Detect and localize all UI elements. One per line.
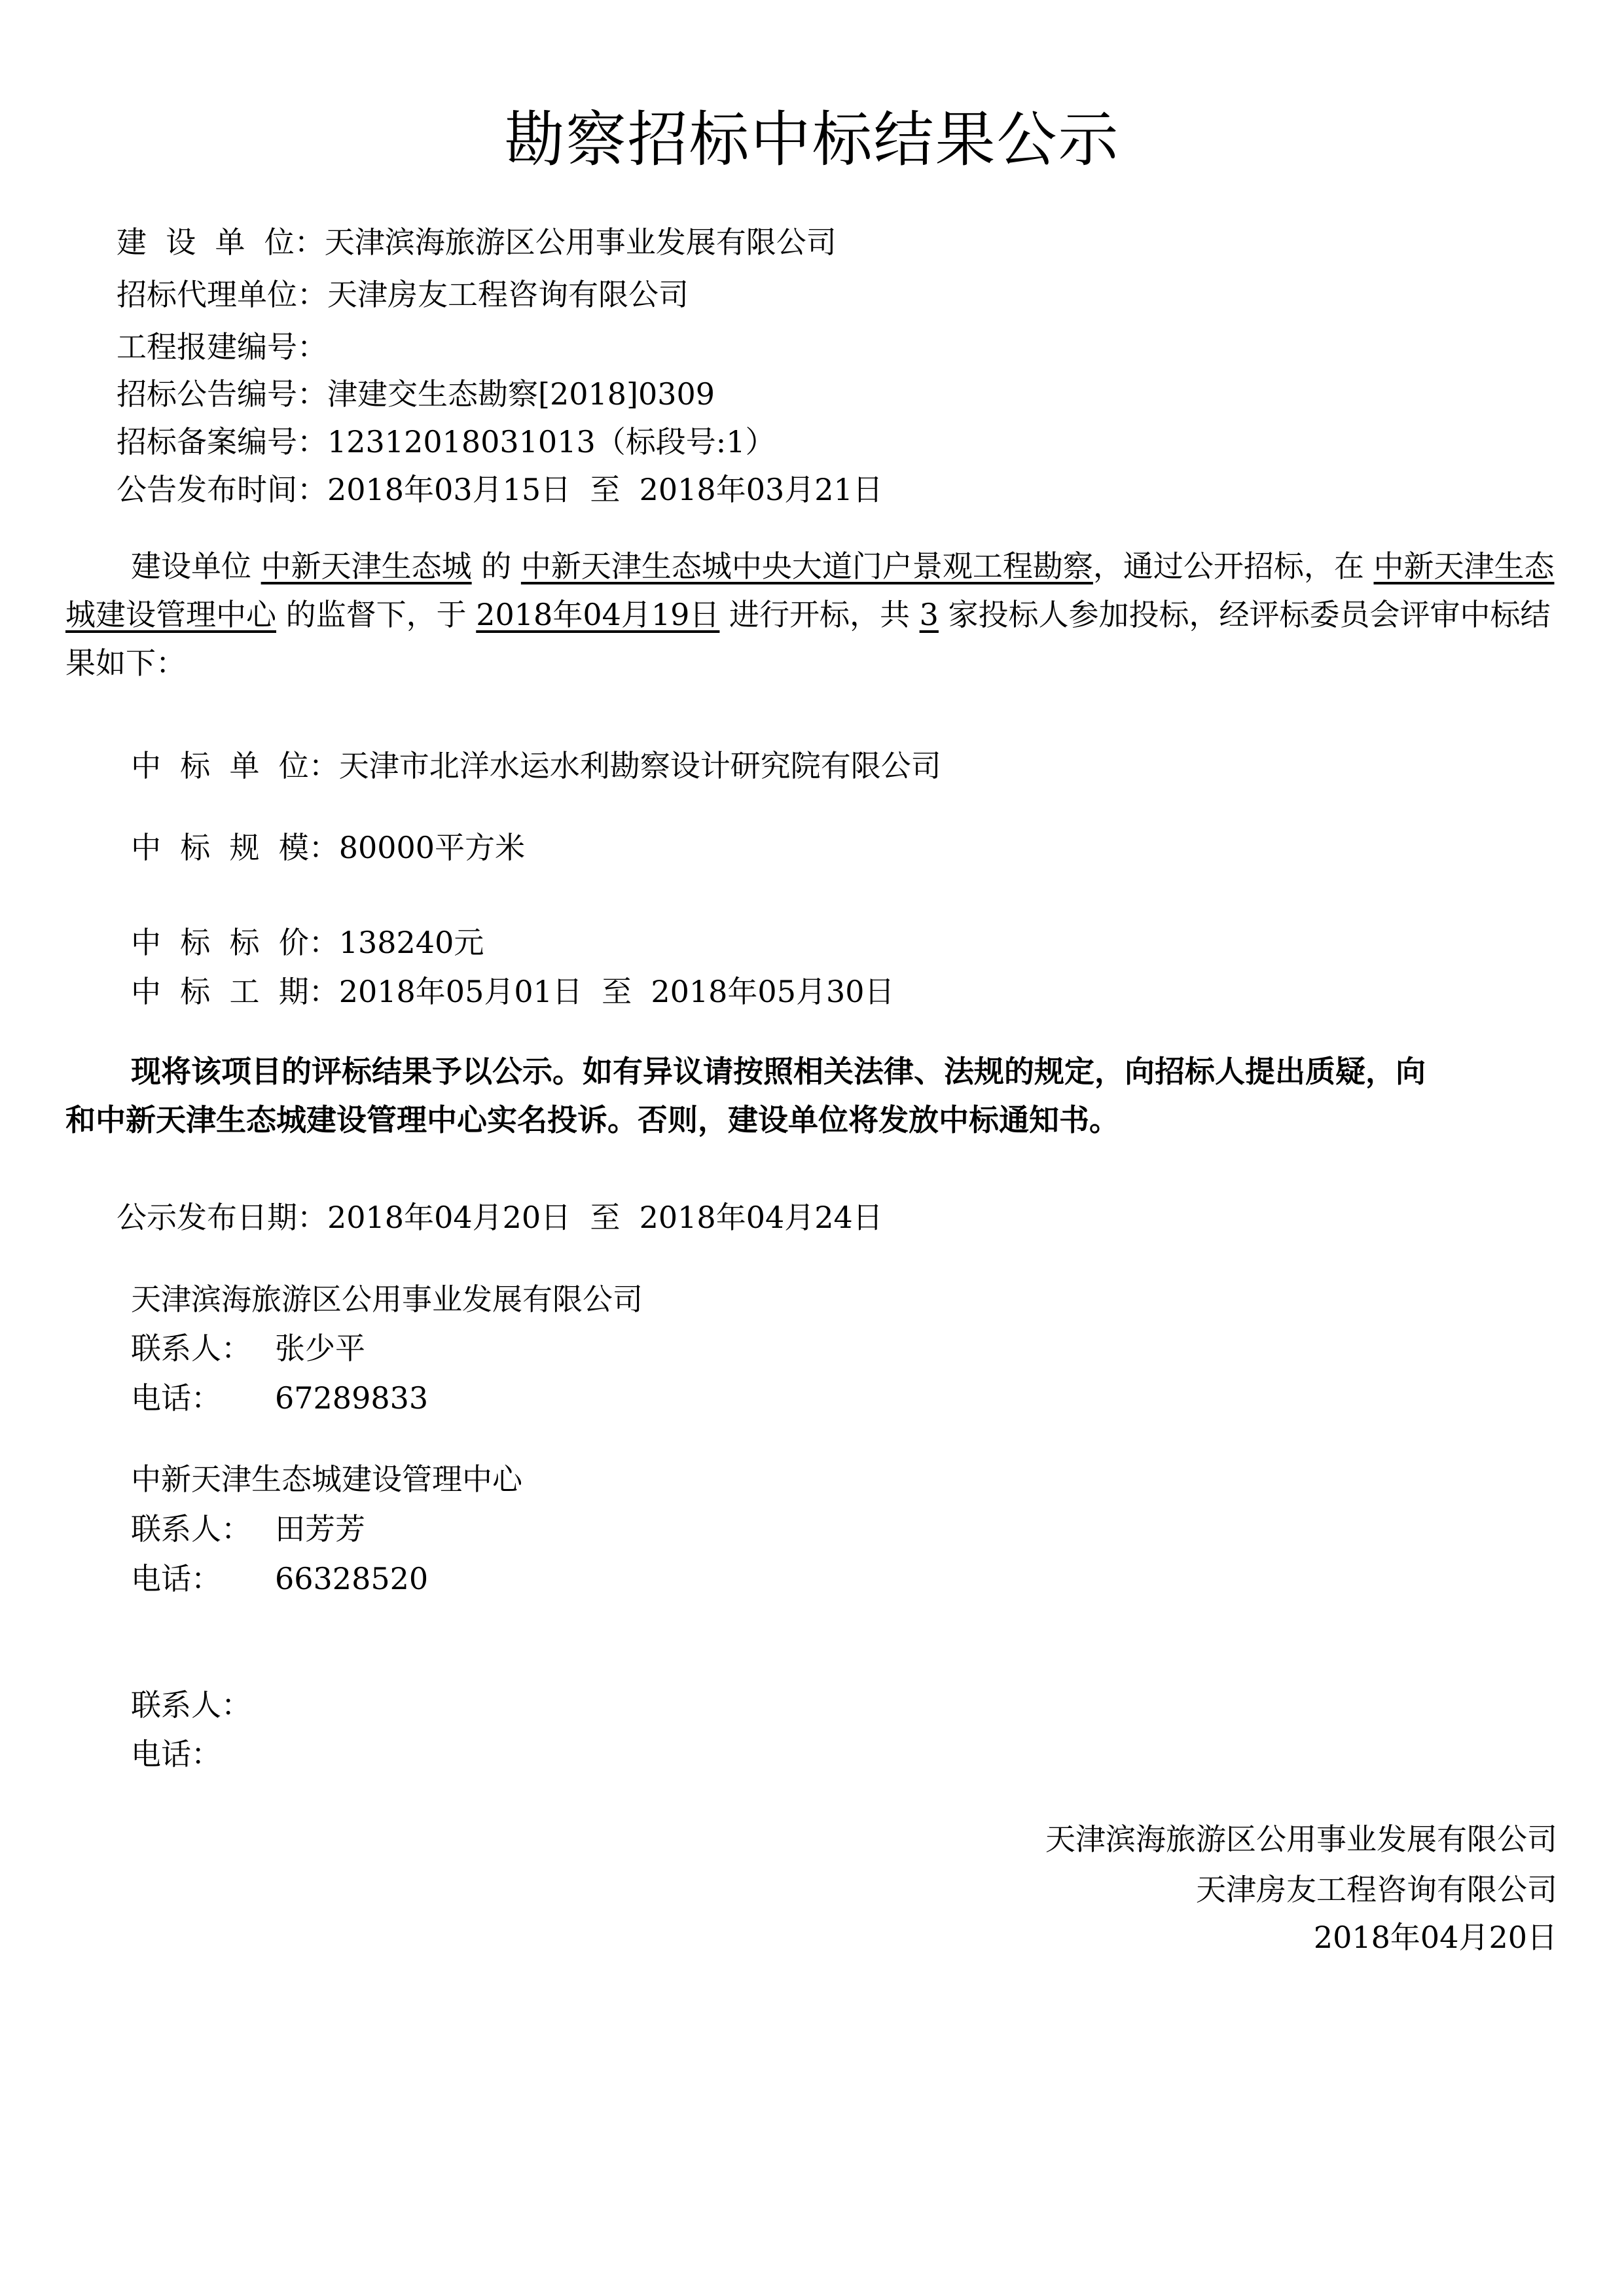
agent-value: 天津房友工程咨询有限公司 [327, 277, 689, 312]
p1-bidder-count: 3 [919, 597, 939, 632]
publish-label: 公告发布时间： [117, 472, 327, 507]
p1-text-c: ，通过公开招标，在 [1092, 548, 1364, 584]
project-no-row [117, 327, 327, 367]
contact-2-org: 中新天津生态城建设管理中心 [131, 1462, 522, 1497]
owner-label: 建 设 单 位： [117, 224, 325, 260]
period-row [131, 972, 895, 1011]
price-row [131, 923, 484, 962]
contact-3-person-row [131, 1685, 275, 1725]
owner-row [117, 223, 837, 262]
contact-3-person-label: 联系人： [131, 1687, 251, 1723]
price-label: 中 标 标 价： [131, 925, 339, 960]
contact-2-phone-row [131, 1559, 428, 1598]
contact-2-person-label: 联系人： [131, 1511, 251, 1547]
record-no-value: 12312018031013（标段号:1） [327, 424, 776, 459]
notice-no-row [117, 374, 715, 414]
agent-label: 招标代理单位： [117, 277, 327, 312]
p1-supervisor: 中新天津生态城建设管理中心 [65, 548, 1555, 632]
record-no-row [117, 422, 776, 461]
contact-3-phone-label: 电话： [131, 1736, 221, 1772]
contact-2-person-row [131, 1509, 365, 1549]
winner-row [131, 746, 941, 785]
period-label: 中 标 工 期： [131, 974, 339, 1009]
notice-no-value: 津建交生态勘察[2018]0309 [327, 376, 715, 412]
period-value: 2018年05月01日 至 2018年05月30日 [338, 974, 895, 1009]
price-value: 138240元 [338, 925, 484, 960]
contact-1-person-label: 联系人： [131, 1331, 251, 1366]
p1-open-date: 2018年04月19日 [476, 597, 720, 632]
contact-1-phone-row [131, 1378, 428, 1418]
contact-1-person-row [131, 1329, 365, 1368]
p1-text-f: 家投标人参加投标，经评标委员会评审中标结果如下： [65, 597, 1551, 681]
publish-period: 2018年03月15日 至 2018年03月21日 [327, 472, 883, 507]
scale-row [131, 828, 525, 867]
p1-text-e: 进行开标，共 [729, 597, 911, 632]
publicity-period: 2018年04月20日 至 2018年04月24日 [327, 1200, 883, 1235]
contact-2-person: 田芳芳 [275, 1511, 365, 1547]
contact-2-phone-label: 电话： [131, 1561, 221, 1596]
scale-value: 80000平方米 [338, 830, 526, 865]
signature-org-1: 天津滨海旅游区公用事业发展有限公司 [1045, 1821, 1557, 1857]
contact-1-phone: 67289833 [275, 1380, 429, 1416]
page-title: 勘察招标中标结果公示 [504, 105, 1120, 175]
contact-1-person: 张少平 [275, 1331, 365, 1366]
publicity-label: 公示发布日期： [117, 1200, 327, 1235]
record-no-label: 招标备案编号： [117, 424, 327, 459]
p1-text-d: 的监督下，于 [285, 597, 467, 632]
p1-text-a: 建设单位 [131, 548, 251, 584]
agent-row [117, 275, 689, 314]
notice-no-label: 招标公告编号： [117, 376, 327, 412]
objection-notice: 现将该项目的评标结果予以公示。如有异议请按照相关法律、法规的规定，向招标人提出质疑，向和中新天津生态城建设管理中心实名投诉。否则，建设单位将发放中标通知书。 [65, 1054, 1426, 1138]
scale-label: 中 标 规 模： [131, 830, 339, 865]
p1-owner-unit: 中新天津生态城 [261, 548, 472, 584]
contact-1-phone-label: 电话： [131, 1380, 221, 1416]
p1-project-name: 中新天津生态城中央大道门户景观工程勘察 [520, 548, 1093, 584]
winner-value: 天津市北洋水运水利勘察设计研究院有限公司 [338, 748, 941, 783]
p1-text-b: 的 [481, 548, 512, 584]
publicity-row [117, 1198, 883, 1237]
publish-row [117, 470, 883, 509]
contact-3-phone-row [131, 1734, 275, 1774]
signature-org-2: 天津房友工程咨询有限公司 [1196, 1872, 1557, 1907]
winner-label: 中 标 单 位： [131, 748, 339, 783]
contact-2-phone: 66328520 [275, 1561, 429, 1596]
owner-value: 天津滨海旅游区公用事业发展有限公司 [324, 224, 837, 260]
signature-date: 2018年04月20日 [1313, 1920, 1557, 1955]
contact-1-org: 天津滨海旅游区公用事业发展有限公司 [131, 1282, 643, 1317]
result-paragraph [65, 542, 1558, 687]
project-no-label: 工程报建编号： [117, 329, 327, 365]
